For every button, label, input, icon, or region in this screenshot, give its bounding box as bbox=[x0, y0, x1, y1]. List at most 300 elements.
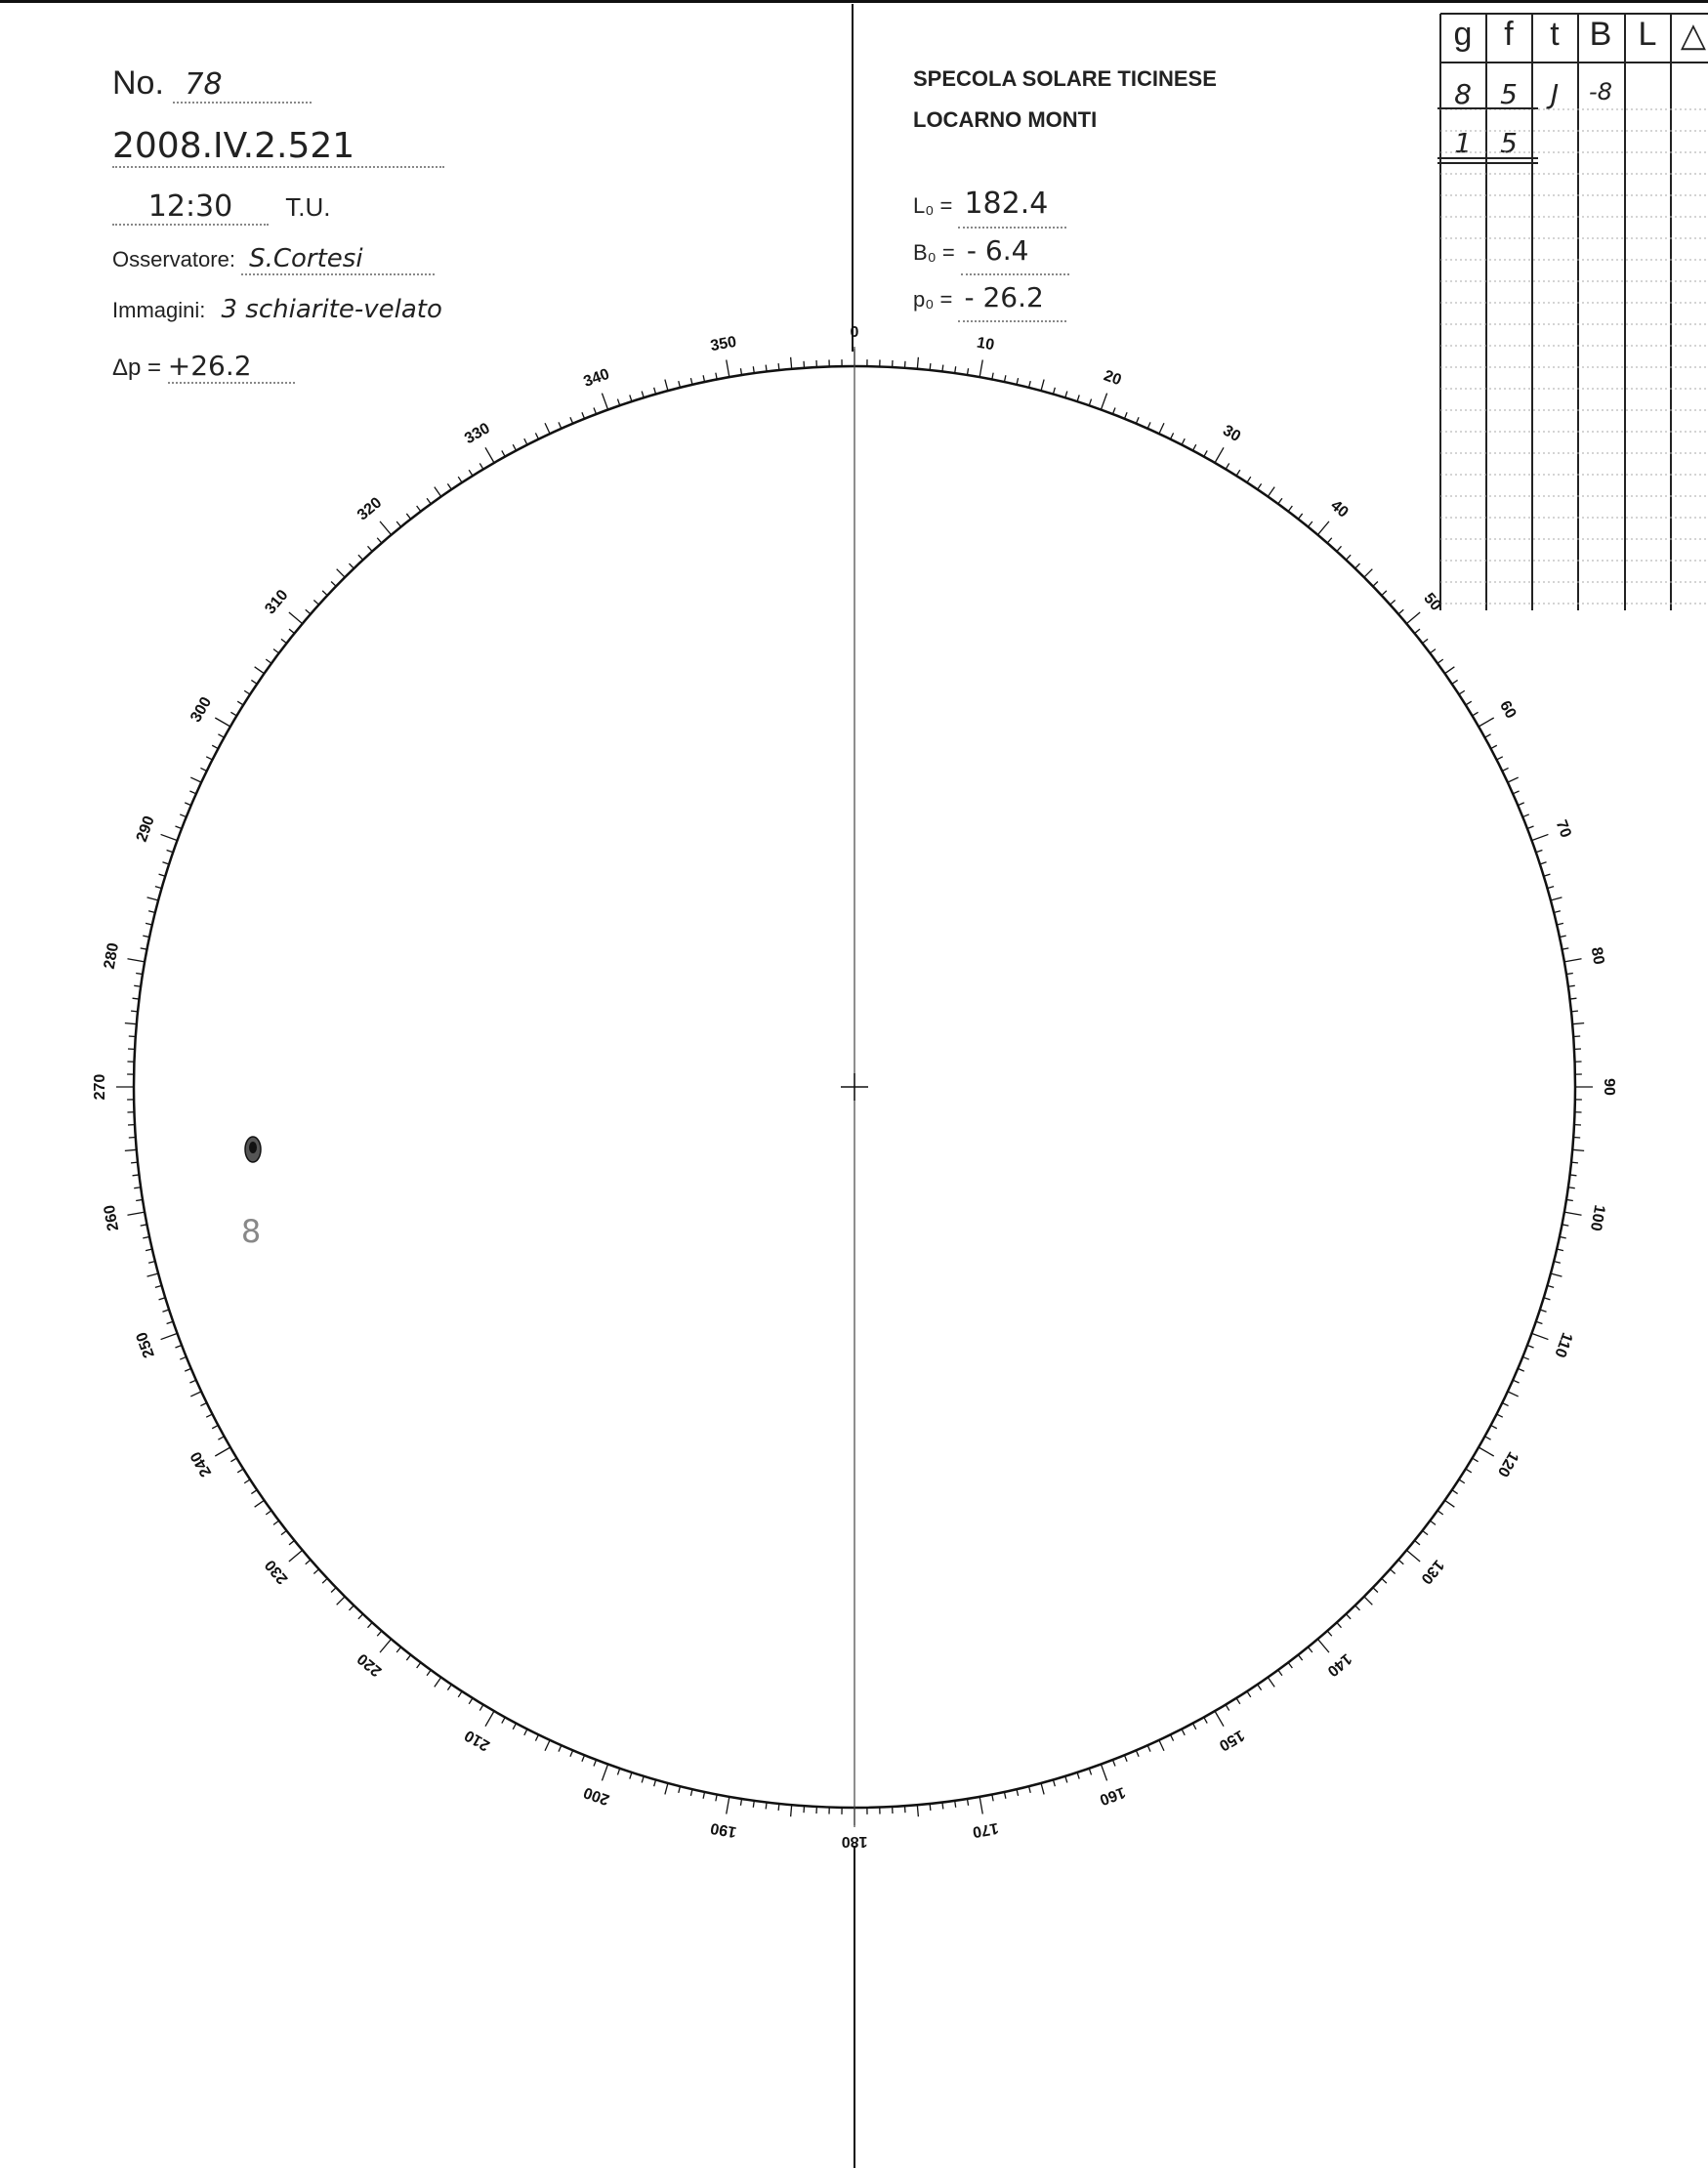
disk-tick bbox=[1346, 1614, 1351, 1619]
disk-tick bbox=[125, 1023, 137, 1024]
disk-tick bbox=[703, 375, 704, 382]
disk-tick bbox=[1554, 911, 1561, 913]
disk-tick bbox=[1445, 1500, 1455, 1507]
disk-tick bbox=[215, 1447, 230, 1456]
disk-tick bbox=[337, 1597, 345, 1605]
disk-tick bbox=[1337, 546, 1342, 551]
disk-tick bbox=[665, 380, 668, 392]
disk-tick bbox=[161, 834, 178, 840]
disk-tick bbox=[148, 1262, 155, 1264]
disk-tick bbox=[155, 887, 162, 889]
disk-tick bbox=[313, 600, 318, 605]
disk-tick bbox=[535, 433, 538, 438]
disk-tick bbox=[1518, 1368, 1523, 1371]
disk-tick bbox=[1226, 463, 1229, 469]
disk-tick bbox=[654, 1779, 656, 1786]
table-header-f: f bbox=[1504, 16, 1514, 53]
disk-tick bbox=[545, 1740, 550, 1751]
disk-tick bbox=[1522, 1356, 1528, 1359]
observer-label: Osservatore: bbox=[112, 247, 235, 271]
disk-tick bbox=[485, 447, 494, 463]
disk-tick bbox=[1247, 477, 1251, 482]
disk-tick bbox=[180, 814, 186, 817]
disk-tick bbox=[1540, 1310, 1547, 1312]
disk-tick bbox=[1053, 388, 1055, 395]
disk-degree-label: 180 bbox=[841, 1832, 868, 1850]
disk-degree-label: 160 bbox=[1097, 1783, 1128, 1809]
number-label: No. bbox=[112, 64, 164, 102]
disk-tick bbox=[1508, 777, 1519, 782]
disk-tick bbox=[1077, 395, 1079, 401]
disk-tick bbox=[417, 1662, 421, 1668]
disk-tick bbox=[175, 826, 182, 829]
disk-tick bbox=[244, 1480, 250, 1483]
disk-tick bbox=[791, 1805, 792, 1816]
disk-tick bbox=[1544, 874, 1551, 876]
disk-tick bbox=[155, 1285, 162, 1287]
disk-tick bbox=[1089, 399, 1091, 406]
disk-tick bbox=[1560, 936, 1566, 937]
disk-degree-label: 220 bbox=[354, 1649, 386, 1680]
disk-tick bbox=[778, 1804, 779, 1811]
disk-tick bbox=[1136, 1750, 1139, 1756]
disk-tick bbox=[1572, 1023, 1584, 1024]
disk-tick bbox=[1101, 1764, 1106, 1780]
disk-tick bbox=[1564, 1212, 1582, 1215]
disk-tick bbox=[200, 1403, 206, 1406]
disk-tick bbox=[251, 680, 257, 684]
disk-tick bbox=[1192, 444, 1195, 450]
disk-tick bbox=[322, 591, 327, 596]
disk-tick bbox=[200, 768, 206, 771]
disk-tick bbox=[189, 1380, 195, 1383]
disk-tick bbox=[642, 392, 644, 398]
disk-tick bbox=[458, 1691, 462, 1697]
disk-tick bbox=[1053, 1779, 1055, 1786]
disk-tick bbox=[1077, 1772, 1079, 1779]
disk-tick bbox=[1204, 1717, 1207, 1723]
date-value: 2008.IV.2.521 bbox=[112, 126, 444, 168]
disk-tick bbox=[1484, 1437, 1490, 1439]
disk-degree-label: 30 bbox=[1220, 422, 1244, 446]
table-row-1-B: -8 bbox=[1589, 78, 1612, 105]
disk-tick bbox=[162, 862, 169, 864]
disk-tick bbox=[358, 1614, 363, 1619]
disk-tick bbox=[1437, 659, 1443, 663]
disk-degree-label: 230 bbox=[262, 1556, 292, 1588]
table-header-t: t bbox=[1550, 16, 1560, 53]
disk-tick bbox=[665, 1783, 668, 1795]
disk-tick bbox=[230, 1458, 236, 1462]
disk-tick bbox=[479, 463, 483, 469]
disk-degree-label: 300 bbox=[187, 694, 216, 726]
disk-tick bbox=[1147, 1745, 1150, 1751]
disk-tick bbox=[1437, 1511, 1443, 1515]
time-unit: T.U. bbox=[285, 192, 331, 222]
disk-degree-label: 10 bbox=[975, 334, 996, 354]
disk-tick bbox=[1423, 639, 1429, 643]
disk-tick bbox=[427, 498, 431, 504]
disk-tick bbox=[602, 394, 607, 410]
disk-tick bbox=[1298, 514, 1302, 520]
disk-tick bbox=[306, 1560, 311, 1564]
disk-tick bbox=[159, 1298, 166, 1300]
institution-line1: SPECOLA SOLARE TICINESE bbox=[913, 66, 1217, 91]
disk-tick bbox=[679, 381, 681, 388]
institution-line2: LOCARNO MONTI bbox=[913, 107, 1098, 132]
disk-degree-label: 200 bbox=[581, 1783, 612, 1809]
disk-tick bbox=[630, 1772, 632, 1779]
disk-tick bbox=[1527, 1345, 1534, 1348]
disk-degree-label: 150 bbox=[1216, 1726, 1247, 1754]
disk-tick bbox=[690, 378, 692, 385]
disk-tick bbox=[147, 897, 159, 900]
disk-tick bbox=[230, 712, 236, 716]
disk-tick bbox=[1390, 1569, 1395, 1574]
disk-tick bbox=[1536, 1321, 1543, 1323]
table-grid bbox=[1437, 14, 1708, 610]
disk-tick bbox=[273, 649, 279, 653]
disk-tick bbox=[1017, 1789, 1019, 1796]
disk-tick bbox=[146, 1249, 152, 1251]
disk-tick bbox=[1004, 375, 1005, 382]
disk-tick bbox=[1278, 498, 1282, 504]
disk-tick bbox=[766, 1802, 767, 1809]
disk-tick bbox=[175, 1345, 182, 1348]
disk-tick bbox=[1382, 1578, 1387, 1583]
disk-tick bbox=[1554, 1262, 1561, 1264]
disk-tick bbox=[435, 487, 441, 497]
number-value: 78 bbox=[173, 67, 312, 104]
p0-label: p₀ = bbox=[913, 287, 953, 312]
disk-tick bbox=[979, 1797, 982, 1814]
disk-tick bbox=[1258, 1685, 1262, 1690]
disk-tick bbox=[185, 803, 190, 806]
disk-tick bbox=[1182, 438, 1185, 444]
disk-tick bbox=[289, 1550, 303, 1562]
disk-tick bbox=[1101, 394, 1106, 410]
disk-tick bbox=[1288, 506, 1292, 512]
disk-tick bbox=[306, 609, 311, 614]
disk-tick bbox=[349, 1605, 354, 1610]
disk-tick bbox=[1484, 734, 1490, 737]
disk-tick bbox=[1159, 1740, 1164, 1751]
disk-tick bbox=[559, 1745, 562, 1751]
table-header-L: L bbox=[1638, 16, 1657, 53]
disk-tick bbox=[1398, 1560, 1403, 1564]
disk-tick bbox=[502, 450, 505, 456]
disk-tick bbox=[570, 417, 573, 423]
disk-tick bbox=[190, 1392, 201, 1397]
disk-tick bbox=[237, 701, 243, 705]
table-header-B: B bbox=[1589, 16, 1612, 53]
disk-tick bbox=[1258, 483, 1262, 489]
disk-degree-label: 310 bbox=[262, 586, 292, 618]
disk-tick bbox=[727, 1797, 729, 1814]
disk-tick bbox=[1502, 768, 1508, 771]
disk-tick bbox=[1226, 1705, 1229, 1711]
disk-tick bbox=[218, 1437, 224, 1439]
disk-tick bbox=[1560, 1236, 1566, 1237]
disk-degree-label: 350 bbox=[709, 333, 738, 355]
disk-tick bbox=[406, 1655, 410, 1661]
disk-tick bbox=[1390, 600, 1395, 605]
disk-tick bbox=[331, 1588, 336, 1593]
disk-degree-label: 80 bbox=[1587, 945, 1607, 967]
disk-tick bbox=[630, 395, 632, 401]
disk-tick bbox=[331, 581, 336, 586]
disk-tick bbox=[917, 1805, 918, 1816]
disk-tick bbox=[1355, 1605, 1360, 1610]
disk-tick bbox=[1406, 612, 1420, 624]
disk-tick bbox=[1479, 1447, 1494, 1456]
disk-tick bbox=[1317, 521, 1329, 535]
disk-tick bbox=[1452, 680, 1458, 684]
disk-tick bbox=[162, 1310, 169, 1312]
disk-tick bbox=[1308, 521, 1312, 526]
L0-label: L₀ = bbox=[913, 193, 953, 218]
disk-tick bbox=[1236, 470, 1240, 476]
disk-tick bbox=[206, 757, 212, 760]
disk-tick bbox=[185, 1368, 190, 1371]
table-row-1-t: J bbox=[1550, 78, 1560, 110]
disk-tick bbox=[1544, 1298, 1551, 1300]
disk-tick bbox=[127, 1212, 145, 1215]
sunspot-group-number: 8 bbox=[240, 1213, 262, 1250]
disk-tick bbox=[1569, 1175, 1576, 1176]
disk-tick bbox=[1065, 1776, 1067, 1783]
disk-degree-label: 140 bbox=[1323, 1649, 1355, 1680]
disk-tick bbox=[1564, 959, 1582, 962]
disk-tick bbox=[703, 1792, 704, 1799]
disk-tick bbox=[212, 745, 218, 748]
disk-tick bbox=[1041, 380, 1044, 392]
disk-degree-label: 320 bbox=[354, 494, 386, 524]
disk-tick bbox=[1355, 563, 1360, 568]
disk-tick bbox=[206, 1414, 212, 1417]
disk-tick bbox=[1215, 447, 1224, 463]
solar-disk bbox=[92, 324, 1617, 1850]
disk-tick bbox=[380, 1639, 392, 1652]
disk-tick bbox=[131, 1011, 138, 1012]
disk-tick bbox=[1288, 1662, 1292, 1668]
disk-tick bbox=[1204, 450, 1207, 456]
disk-tick bbox=[513, 444, 516, 450]
disk-tick bbox=[594, 407, 597, 414]
disk-tick bbox=[237, 1469, 243, 1473]
disk-tick bbox=[617, 399, 619, 406]
disk-tick bbox=[1430, 1521, 1436, 1524]
disk-degree-label: 270 bbox=[92, 1073, 109, 1101]
disk-tick bbox=[1423, 1530, 1429, 1534]
disk-tick bbox=[469, 470, 473, 476]
table-row-1-g: 8 bbox=[1454, 78, 1472, 110]
disk-tick bbox=[215, 718, 230, 727]
disk-tick bbox=[159, 874, 166, 876]
disk-tick bbox=[167, 1321, 174, 1323]
disk-tick bbox=[1445, 667, 1455, 674]
disk-tick bbox=[1112, 407, 1115, 414]
disk-tick bbox=[349, 563, 354, 568]
disk-tick bbox=[1247, 1691, 1251, 1697]
B0-value: - 6.4 bbox=[961, 229, 1069, 275]
disk-tick bbox=[1459, 1480, 1465, 1483]
disk-tick bbox=[1124, 412, 1127, 418]
disk-tick bbox=[146, 923, 152, 925]
disk-tick bbox=[367, 1622, 372, 1627]
disk-tick bbox=[125, 1149, 137, 1150]
disk-tick bbox=[255, 667, 265, 674]
disk-tick bbox=[447, 483, 451, 489]
disk-tick bbox=[559, 422, 562, 428]
disk-tick bbox=[190, 777, 201, 782]
disk-tick bbox=[690, 1789, 692, 1796]
disk-degree-label: 70 bbox=[1552, 817, 1574, 841]
images-label: Immagini: bbox=[112, 298, 206, 322]
disk-tick bbox=[766, 365, 767, 372]
disk-tick bbox=[1268, 487, 1274, 497]
table-header-g: g bbox=[1453, 16, 1473, 53]
sunspot-umbra bbox=[249, 1142, 257, 1153]
disk-degree-label: 210 bbox=[462, 1726, 493, 1754]
disk-tick bbox=[1171, 1734, 1174, 1740]
disk-tick bbox=[1317, 1639, 1329, 1652]
disk-tick bbox=[189, 791, 195, 794]
disk-tick bbox=[1236, 1698, 1240, 1704]
disk-tick bbox=[1557, 1249, 1563, 1251]
disk-tick bbox=[266, 659, 271, 663]
disk-tick bbox=[1557, 923, 1563, 925]
disk-tick bbox=[143, 1236, 149, 1237]
disk-tick bbox=[1415, 1540, 1420, 1544]
disk-tick bbox=[1466, 701, 1472, 705]
disk-tick bbox=[1551, 1273, 1562, 1276]
disk-tick bbox=[1547, 1285, 1554, 1287]
disk-tick bbox=[1089, 1769, 1091, 1775]
disk-tick bbox=[524, 1730, 527, 1735]
disk-tick bbox=[1473, 712, 1479, 716]
disk-tick bbox=[1452, 1490, 1458, 1494]
images-value: 3 schiarite-velato bbox=[221, 295, 442, 324]
disk-tick bbox=[1547, 887, 1554, 889]
disk-tick bbox=[273, 1521, 279, 1524]
disk-tick bbox=[1029, 381, 1031, 388]
disk-tick bbox=[458, 477, 462, 482]
disk-tick bbox=[133, 998, 140, 999]
observer-value: S.Cortesi bbox=[241, 244, 435, 275]
disk-tick bbox=[1147, 422, 1150, 428]
disk-tick bbox=[255, 1500, 265, 1507]
disk-tick bbox=[380, 521, 392, 535]
disk-tick bbox=[281, 639, 287, 643]
disk-tick bbox=[1298, 1655, 1302, 1661]
disk-degree-label: 250 bbox=[133, 1329, 158, 1360]
L0-value: 182.4 bbox=[958, 182, 1066, 229]
disk-tick bbox=[602, 1764, 607, 1780]
disk-tick bbox=[1065, 392, 1067, 398]
disk-tick bbox=[1136, 417, 1139, 423]
disk-tick bbox=[1497, 1414, 1503, 1417]
disk-tick bbox=[1473, 1458, 1479, 1462]
disk-tick bbox=[727, 359, 729, 377]
disk-tick bbox=[1041, 1783, 1044, 1795]
disk-tick bbox=[1569, 998, 1576, 999]
disk-tick bbox=[212, 1425, 218, 1428]
disk-tick bbox=[133, 1175, 140, 1176]
disk-tick bbox=[524, 438, 527, 444]
disk-degree-label: 170 bbox=[971, 1818, 1000, 1841]
disk-tick bbox=[594, 1760, 597, 1767]
disk-tick bbox=[427, 1670, 431, 1676]
disk-tick bbox=[1192, 1724, 1195, 1730]
disk-tick bbox=[535, 1734, 538, 1740]
disk-tick bbox=[131, 1162, 138, 1163]
disk-degree-label: 190 bbox=[709, 1818, 738, 1841]
disk-tick bbox=[289, 629, 294, 633]
disk-tick bbox=[1268, 1678, 1274, 1688]
disk-tick bbox=[337, 569, 345, 577]
delta-p-label: Δp = bbox=[112, 354, 162, 381]
disk-tick bbox=[1491, 1425, 1497, 1428]
disk-degree-label: 100 bbox=[1586, 1203, 1608, 1232]
disk-tick bbox=[244, 690, 250, 694]
table-row-2-g: 1 bbox=[1454, 127, 1472, 159]
disk-tick bbox=[1364, 1597, 1372, 1605]
disk-tick bbox=[1430, 649, 1436, 653]
disk-tick bbox=[322, 1578, 327, 1583]
disk-tick bbox=[485, 1711, 494, 1727]
disk-degree-label: 60 bbox=[1495, 697, 1520, 722]
disk-tick bbox=[1337, 1622, 1342, 1627]
disk-tick bbox=[396, 521, 400, 526]
disk-tick bbox=[218, 734, 224, 737]
disk-tick bbox=[358, 555, 363, 560]
disk-tick bbox=[654, 388, 656, 395]
disk-tick bbox=[1536, 850, 1543, 852]
disk-tick bbox=[570, 1750, 573, 1756]
disk-tick bbox=[791, 357, 792, 369]
disk-tick bbox=[679, 1786, 681, 1793]
disk-tick bbox=[582, 412, 585, 418]
disk-tick bbox=[1029, 1786, 1031, 1793]
table-header-delta: △ bbox=[1680, 17, 1707, 54]
disk-tick bbox=[377, 538, 382, 543]
disk-degree-label: 90 bbox=[1600, 1078, 1617, 1096]
delta-p-value: +26.2 bbox=[168, 350, 295, 384]
disk-tick bbox=[479, 1705, 483, 1711]
disk-tick bbox=[642, 1776, 644, 1783]
disk-tick bbox=[417, 506, 421, 512]
disk-tick bbox=[1406, 1550, 1420, 1562]
disk-degree-label: 110 bbox=[1551, 1330, 1576, 1360]
disk-tick bbox=[1531, 1333, 1548, 1339]
disk-tick bbox=[1513, 791, 1519, 794]
disk-tick bbox=[251, 1490, 257, 1494]
disk-tick bbox=[1415, 629, 1420, 633]
disk-tick bbox=[1398, 609, 1403, 614]
disk-tick bbox=[917, 357, 918, 369]
disk-tick bbox=[435, 1678, 441, 1688]
disk-tick bbox=[1531, 834, 1548, 840]
disk-tick bbox=[406, 514, 410, 520]
disk-tick bbox=[1502, 1403, 1508, 1406]
disk-tick bbox=[1518, 803, 1523, 806]
disk-tick bbox=[377, 1631, 382, 1636]
disk-tick bbox=[180, 1356, 186, 1359]
disk-tick bbox=[281, 1530, 287, 1534]
disk-tick bbox=[1551, 897, 1562, 900]
disk-tick bbox=[367, 546, 372, 551]
